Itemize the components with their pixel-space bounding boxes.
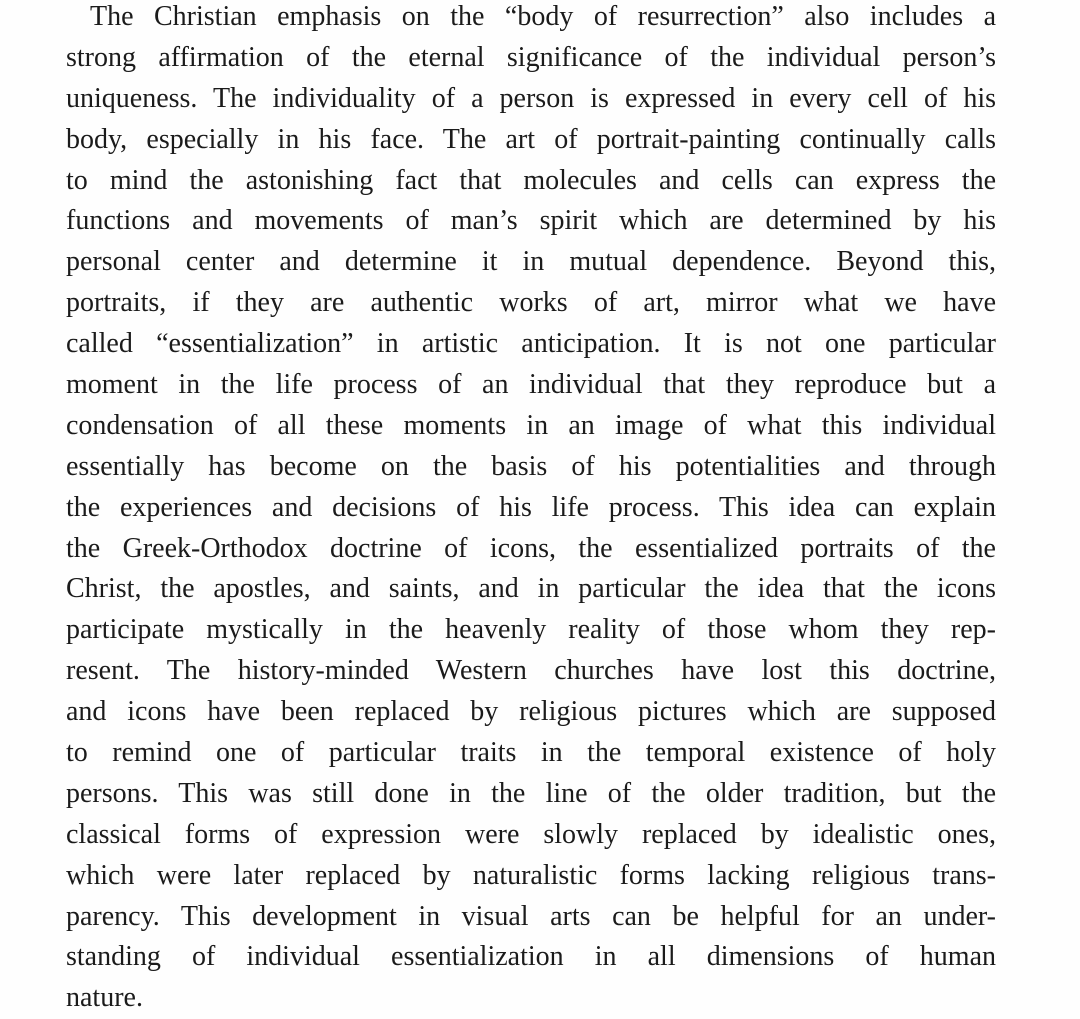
- text-line: persons. This was still done in the line of the older tradition, but the: [66, 777, 996, 809]
- text-line: nature.: [66, 982, 143, 1014]
- text-line: moment in the life process of an individual that they reproduce but a: [66, 369, 996, 401]
- text-line: Christ, the apostles, and saints, and in particular the idea that the icons: [66, 573, 996, 605]
- text-line: to remind one of particular traits in the temporal existence of holy: [66, 737, 996, 769]
- text-line: to mind the astonishing fact that molecules and cells can express the: [66, 164, 996, 196]
- text-line: participate mystically in the heavenly reality of those whom they rep-: [66, 614, 996, 646]
- text-line: parency. This development in visual arts can be helpful for an under-: [66, 900, 996, 932]
- text-line: body, especially in his face. The art of portrait-painting continually calls: [66, 123, 996, 155]
- text-line: classical forms of expression were slowly replaced by idealistic ones,: [66, 818, 996, 850]
- text-line: the Greek-Orthodox doctrine of icons, the essentialized portraits of the: [66, 532, 996, 564]
- text-line: standing of individual essentialization in all dimensions of human: [66, 941, 996, 973]
- text-line: condensation of all these moments in an image of what this individual: [66, 409, 996, 441]
- body-paragraph: [66, 0, 996, 1019]
- text-line: strong affirmation of the eternal significance of the individual person’s: [66, 41, 996, 73]
- text-line: functions and movements of man’s spirit which are determined by his: [66, 205, 996, 237]
- text-line: resent. The history-minded Western churches have lost this doctrine,: [66, 655, 996, 687]
- text-line: which were later replaced by naturalistic forms lacking religious trans-: [66, 859, 996, 891]
- text-line: personal center and determine it in mutual dependence. Beyond this,: [66, 246, 996, 278]
- text-line: the experiences and decisions of his life process. This idea can explain: [66, 491, 996, 523]
- text-line: essentially has become on the basis of his potentialities and through: [66, 450, 996, 482]
- text-line: uniqueness. The individuality of a person is expressed in every cell of his: [66, 82, 996, 114]
- text-line: portraits, if they are authentic works of art, mirror what we have: [66, 287, 996, 319]
- text-line: called “essentialization” in artistic anticipation. It is not one particular: [66, 328, 996, 360]
- text-line: and icons have been replaced by religious pictures which are supposed: [66, 696, 996, 728]
- text-line: The Christian emphasis on the “body of resurrection” also includes a: [90, 1, 996, 32]
